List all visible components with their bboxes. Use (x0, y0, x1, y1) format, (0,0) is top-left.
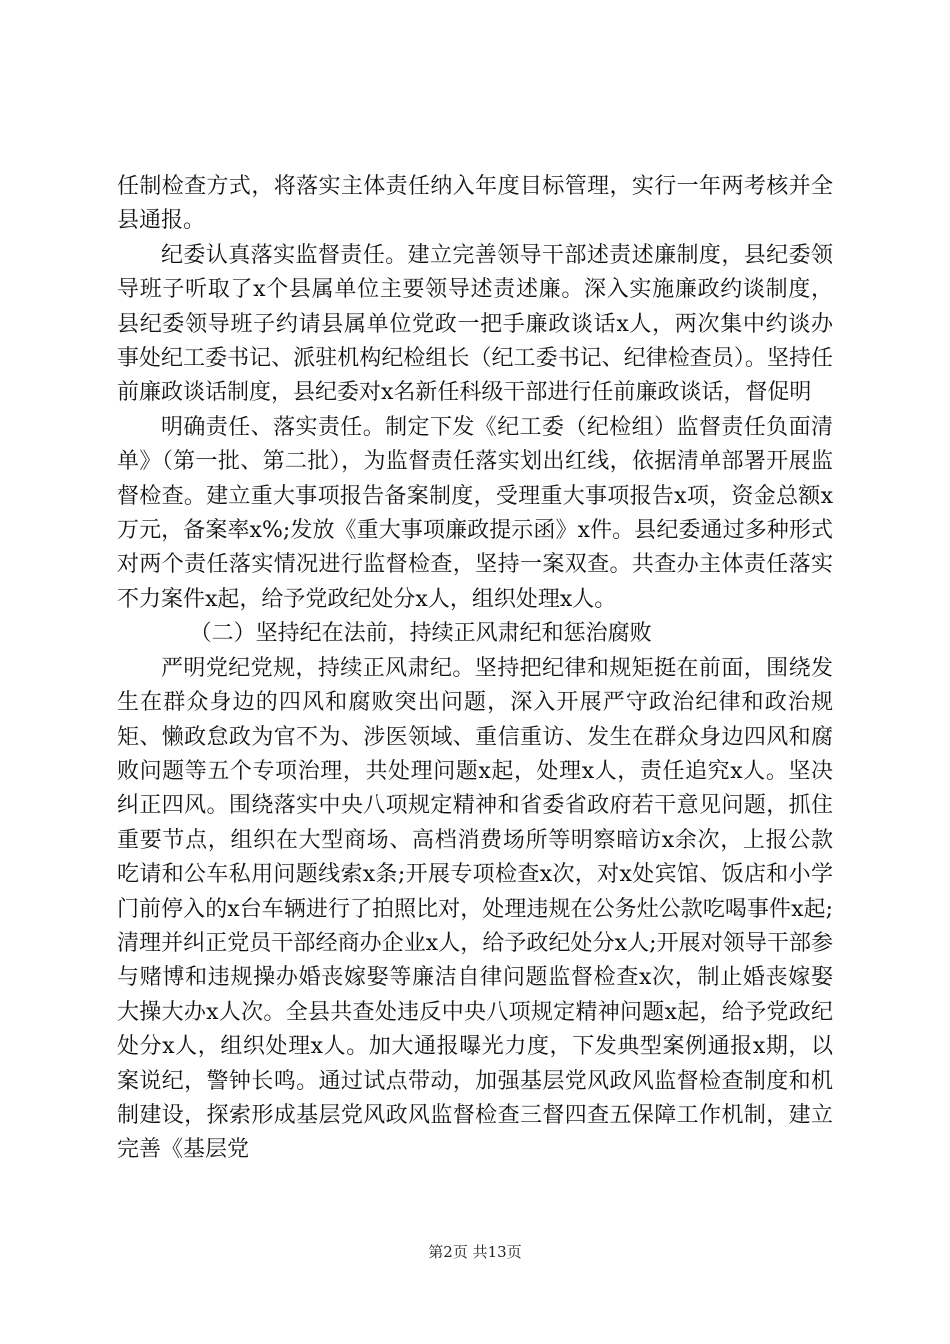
section-heading: （二）坚持纪在法前，持续正风肃纪和惩治腐败 (189, 621, 652, 647)
paragraph-continuation: 任制检查方式，将落实主体责任纳入年度目标管理，实行一年两考核并全县通报。 (117, 174, 833, 234)
paragraph-clarify-responsibility: 明确责任、落实责任。制定下发《纪工委（纪检组）监督责任负面清单》（第一批、第二批），为监督责任落实划出红线，依据清单部署开展监督检查。建立重大事项报告备案制度，受理重大事项报告x项，资金总额x万元，备案率x%;发放《重大事项廉政提示函》x件。县纪委通过多种形式对两个责任落实情况进行监督检查，坚持一案双查。共查办主体责任落实不力案件x起，给予党政纪处分x人，组织处理x人。 (117, 414, 833, 612)
page-number-footer: 第2页 共13页 (428, 1243, 522, 1261)
paragraph-supervision-responsibility: 纪委认真落实监督责任。建立完善领导干部述责述廉制度，县纪委领导班子听取了x个县属单位主要领导述责述廉。深入实施廉政约谈制度，县纪委领导班子约请县属单位党政一把手廉政谈话x人，两次集中约谈办事处纪工委书记、派驻机构纪检组长（纪工委书记、纪律检查员）。坚持任前廉政谈话制度，县纪委对x名新任科级干部进行任前廉政谈话，督促明 (117, 242, 833, 406)
document-body (117, 170, 833, 1168)
paragraph-party-discipline: 严明党纪党规，持续正风肃纪。坚持把纪律和规矩挺在前面，围绕发生在群众身边的四风和腐败突出问题，深入开展严守政治纪律和政治规矩、懒政怠政为官不为、涉医领域、重信重访、发生在群众身边四风和腐败问题等五个专项治理，共处理问题x起，处理x人，责任追究x人。坚决纠正四风。围绕落实中央八项规定精神和省委省政府若干意见问题，抓住重要节点，组织在大型商场、高档消费场所等明察暗访x余次，上报公款吃请和公车私用问题线索x条;开展专项检查x次，对x处宾馆、饭店和小学门前停入的x台车辆进行了拍照比对，处理违规在公务灶公款吃喝事件x起;清理并纠正党员干部经商办企业x人，给予政纪处分x人;开展对领导干部参与赌博和违规操办婚丧嫁娶等廉洁自律问题监督检查x次，制止婚丧嫁娶大操大办x人次。全县共查处违反中央八项规定精神问题x起，给予党政纪处分x人，组织处理x人。加大通报曝光力度，下发典型案例通报x期，以案说纪，警钟长鸣。通过试点带动，加强基层党风政风监督检查制度和机制建设，探索形成基层党风政风监督检查三督四查五保障工作机制，建立完善《基层党 (117, 655, 833, 1163)
